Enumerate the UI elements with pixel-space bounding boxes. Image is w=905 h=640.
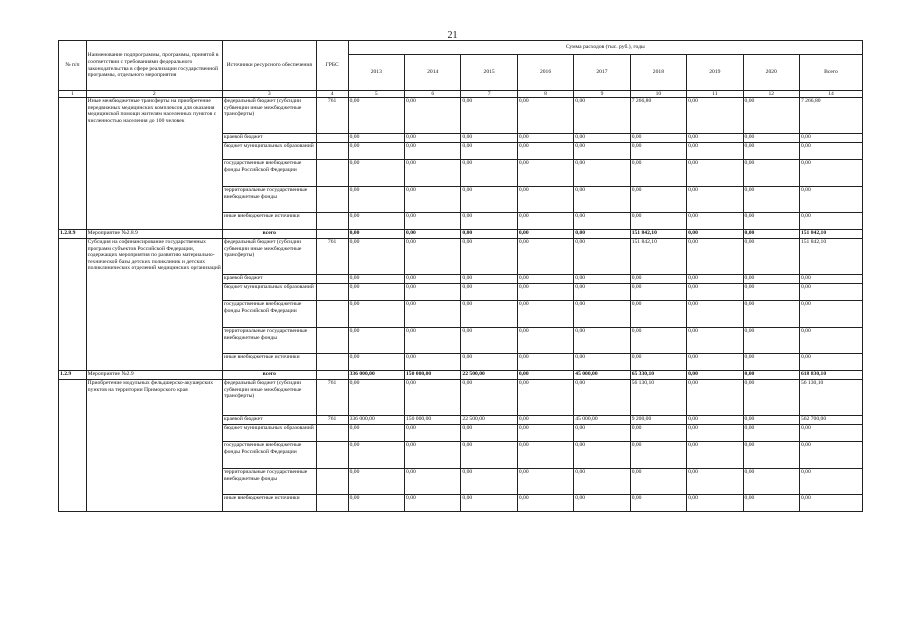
funding-source: федеральный бюджет (субсидии субвенции иные межбюджетные трансферты) [222, 98, 316, 134]
row-number: 1.2.8.9 [59, 230, 87, 239]
funding-source: иные внебюджетные источники [222, 213, 316, 230]
amount-cell: 0,00 [574, 442, 630, 469]
grbs-code [316, 328, 348, 354]
amount-cell: 0,00 [517, 160, 573, 187]
row-name: Мероприятие №2.9 [86, 371, 222, 380]
amount-cell: 150 000,00 [405, 416, 461, 425]
amount-cell: 0,00 [799, 328, 862, 354]
amount-cell: 0,00 [687, 416, 743, 425]
header-year: Всего [799, 55, 862, 91]
amount-cell: 0,00 [348, 160, 404, 187]
amount-cell: 0,00 [574, 275, 630, 284]
amount-cell: 0,00 [574, 230, 630, 239]
amount-cell: 0,00 [743, 354, 799, 371]
amount-cell: 0,00 [348, 442, 404, 469]
amount-cell: 0,00 [517, 239, 573, 275]
amount-cell: 45 000,00 [574, 416, 630, 425]
amount-cell: 0,00 [799, 495, 862, 512]
amount-cell: 0,00 [348, 213, 404, 230]
amount-cell: 0,00 [348, 143, 404, 160]
amount-cell: 0,00 [630, 275, 686, 284]
amount-cell: 22 500,00 [461, 416, 517, 425]
amount-cell: 0,00 [687, 187, 743, 213]
funding-source: всего [222, 230, 316, 239]
amount-cell: 0,00 [405, 469, 461, 495]
amount-cell: 0,00 [405, 230, 461, 239]
amount-cell: 0,00 [630, 134, 686, 143]
amount-cell: 0,00 [743, 425, 799, 442]
amount-cell: 0,00 [517, 134, 573, 143]
amount-cell: 0,00 [517, 442, 573, 469]
header-grbs: ГРБС [316, 41, 348, 91]
amount-cell: 0,00 [743, 275, 799, 284]
amount-cell: 0,00 [687, 160, 743, 187]
amount-cell: 0,00 [743, 98, 799, 134]
amount-cell: 0,00 [574, 143, 630, 160]
amount-cell: 0,00 [799, 301, 862, 328]
amount-cell: 336 000,00 [348, 371, 404, 380]
funding-source: государственные внебюджетные фонды Российской Федерации [222, 442, 316, 469]
amount-cell: 0,00 [405, 328, 461, 354]
amount-cell: 0,00 [405, 134, 461, 143]
funding-source: территориальные государственные внебюджетные фонды [222, 187, 316, 213]
amount-cell: 0,00 [630, 469, 686, 495]
amount-cell: 0,00 [348, 469, 404, 495]
amount-cell: 45 000,00 [574, 371, 630, 380]
grbs-code: 761 [316, 416, 348, 425]
amount-cell: 0,00 [517, 98, 573, 134]
amount-cell: 0,00 [630, 354, 686, 371]
amount-cell: 0,00 [743, 213, 799, 230]
grbs-code [316, 275, 348, 284]
funding-source: бюджет муниципальных образований [222, 143, 316, 160]
amount-cell: 0,00 [574, 380, 630, 416]
amount-cell: 0,00 [348, 230, 404, 239]
header-sum: Сумма расходов (тыс. руб.), годы [348, 41, 862, 55]
amount-cell: 0,00 [687, 239, 743, 275]
amount-cell: 0,00 [517, 354, 573, 371]
amount-cell: 0,00 [348, 425, 404, 442]
funding-source: краевой бюджет [222, 416, 316, 425]
amount-cell: 0,00 [461, 469, 517, 495]
column-number: 4 [316, 91, 348, 98]
row-name: Иные межбюджетные трансферты на приобретение передвижных медицинских комплексов для оказания медицинской помощи жителям населенных пунктов с численностью населения до 100 человек [86, 98, 222, 230]
amount-cell: 0,00 [405, 98, 461, 134]
amount-cell: 0,00 [461, 98, 517, 134]
amount-cell: 0,00 [687, 143, 743, 160]
grbs-code: 761 [316, 380, 348, 416]
row-number [59, 380, 87, 512]
funding-source: бюджет муниципальных образований [222, 284, 316, 301]
amount-cell: 0,00 [630, 301, 686, 328]
header-year: 2019 [687, 55, 743, 91]
amount-cell: 0,00 [687, 425, 743, 442]
amount-cell: 0,00 [461, 328, 517, 354]
column-number: 5 [348, 91, 404, 98]
funding-source: государственные внебюджетные фонды Российской Федерации [222, 160, 316, 187]
page-number: 21 [447, 30, 458, 41]
funding-source: федеральный бюджет (субсидии субвенции иные межбюджетные трансферты) [222, 380, 316, 416]
amount-cell: 0,00 [574, 328, 630, 354]
amount-cell: 0,00 [348, 301, 404, 328]
amount-cell: 0,00 [517, 495, 573, 512]
funding-source: всего [222, 371, 316, 380]
header-name: Наименование подпрограммы, программы, принятой в соответствии с требованиями федерального законодательства в сфере реализации государственной программы, отдельного мероприятия [86, 41, 222, 91]
table-row [59, 239, 863, 275]
grbs-code [316, 230, 348, 239]
amount-cell: 0,00 [348, 328, 404, 354]
column-number: 6 [405, 91, 461, 98]
amount-cell: 0,00 [574, 301, 630, 328]
funding-source: бюджет муниципальных образований [222, 425, 316, 442]
amount-cell: 0,00 [743, 328, 799, 354]
amount-cell: 7 266,80 [630, 98, 686, 134]
row-name: Мероприятие №2.8.9 [86, 230, 222, 239]
amount-cell: 0,00 [743, 239, 799, 275]
amount-cell: 0,00 [461, 160, 517, 187]
header-year: 2017 [574, 55, 630, 91]
amount-cell: 0,00 [687, 301, 743, 328]
amount-cell: 0,00 [799, 143, 862, 160]
amount-cell: 0,00 [405, 239, 461, 275]
amount-cell: 562 700,00 [799, 416, 862, 425]
table-row-total [59, 371, 863, 380]
amount-cell: 0,00 [461, 275, 517, 284]
column-number: 14 [799, 91, 862, 98]
table-row [59, 380, 863, 416]
amount-cell: 0,00 [574, 213, 630, 230]
row-number: 1.2.9 [59, 371, 87, 380]
amount-cell: 0,00 [630, 442, 686, 469]
amount-cell: 0,00 [743, 134, 799, 143]
amount-cell: 0,00 [687, 275, 743, 284]
amount-cell: 0,00 [517, 425, 573, 442]
amount-cell: 0,00 [517, 275, 573, 284]
amount-cell: 0,00 [517, 328, 573, 354]
amount-cell: 0,00 [743, 469, 799, 495]
amount-cell: 0,00 [574, 98, 630, 134]
amount-cell: 0,00 [405, 284, 461, 301]
grbs-code [316, 371, 348, 380]
amount-cell: 0,00 [743, 284, 799, 301]
funding-source: федеральный бюджет (субсидии субвенции иные межбюджетные трансферты) [222, 239, 316, 275]
column-number: 7 [461, 91, 517, 98]
amount-cell: 0,00 [405, 143, 461, 160]
amount-cell: 0,00 [348, 275, 404, 284]
funding-source: территориальные государственные внебюджетные фонды [222, 469, 316, 495]
column-number: 9 [574, 91, 630, 98]
amount-cell: 0,00 [405, 495, 461, 512]
amount-cell: 0,00 [743, 143, 799, 160]
grbs-code [316, 213, 348, 230]
grbs-code [316, 354, 348, 371]
amount-cell: 0,00 [687, 354, 743, 371]
amount-cell: 0,00 [630, 425, 686, 442]
amount-cell: 151 842,10 [799, 230, 862, 239]
amount-cell: 0,00 [461, 425, 517, 442]
funding-source: государственные внебюджетные фонды Российской Федерации [222, 301, 316, 328]
amount-cell: 0,00 [405, 275, 461, 284]
amount-cell: 151 842,10 [630, 239, 686, 275]
amount-cell: 7 266,80 [799, 98, 862, 134]
amount-cell: 0,00 [687, 469, 743, 495]
amount-cell: 0,00 [687, 495, 743, 512]
amount-cell: 0,00 [799, 442, 862, 469]
amount-cell: 0,00 [405, 160, 461, 187]
amount-cell: 22 500,00 [461, 371, 517, 380]
grbs-code [316, 301, 348, 328]
amount-cell: 0,00 [517, 230, 573, 239]
amount-cell: 0,00 [517, 284, 573, 301]
grbs-code: 761 [316, 98, 348, 134]
amount-cell: 0,00 [687, 380, 743, 416]
amount-cell: 151 842,10 [630, 230, 686, 239]
grbs-code [316, 143, 348, 160]
amount-cell: 0,00 [687, 442, 743, 469]
table-row-total [59, 230, 863, 239]
amount-cell: 0,00 [348, 380, 404, 416]
amount-cell: 0,00 [799, 213, 862, 230]
amount-cell: 0,00 [574, 187, 630, 213]
grbs-code [316, 469, 348, 495]
amount-cell: 0,00 [461, 284, 517, 301]
amount-cell: 0,00 [461, 230, 517, 239]
amount-cell: 0,00 [574, 354, 630, 371]
amount-cell: 0,00 [405, 354, 461, 371]
header-year: 2018 [630, 55, 686, 91]
amount-cell: 0,00 [799, 187, 862, 213]
amount-cell: 9 200,00 [630, 416, 686, 425]
amount-cell: 0,00 [517, 213, 573, 230]
table-row [59, 98, 863, 134]
funding-source: краевой бюджет [222, 134, 316, 143]
amount-cell: 0,00 [630, 160, 686, 187]
funding-source: иные внебюджетные источники [222, 354, 316, 371]
amount-cell: 0,00 [348, 284, 404, 301]
amount-cell: 618 830,10 [799, 371, 862, 380]
amount-cell: 0,00 [743, 495, 799, 512]
amount-cell: 0,00 [799, 134, 862, 143]
column-number: 10 [630, 91, 686, 98]
amount-cell: 0,00 [574, 425, 630, 442]
amount-cell: 336 000,00 [348, 416, 404, 425]
amount-cell: 0,00 [687, 371, 743, 380]
amount-cell: 56 130,10 [630, 380, 686, 416]
header-year: 2013 [348, 55, 404, 91]
header-source: Источники ресурсного обеспечения [222, 41, 316, 91]
amount-cell: 0,00 [405, 213, 461, 230]
amount-cell: 0,00 [687, 213, 743, 230]
amount-cell: 0,00 [405, 187, 461, 213]
amount-cell: 0,00 [574, 284, 630, 301]
row-number [59, 239, 87, 371]
amount-cell: 0,00 [348, 495, 404, 512]
amount-cell: 0,00 [574, 134, 630, 143]
amount-cell: 0,00 [461, 495, 517, 512]
amount-cell: 0,00 [743, 442, 799, 469]
amount-cell: 0,00 [630, 213, 686, 230]
grbs-code [316, 495, 348, 512]
amount-cell: 0,00 [517, 380, 573, 416]
amount-cell: 0,00 [743, 187, 799, 213]
amount-cell: 0,00 [348, 354, 404, 371]
amount-cell: 0,00 [630, 143, 686, 160]
amount-cell: 0,00 [461, 380, 517, 416]
grbs-code [316, 284, 348, 301]
grbs-code: 761 [316, 239, 348, 275]
amount-cell: 0,00 [630, 187, 686, 213]
amount-cell: 0,00 [743, 416, 799, 425]
column-number: 8 [517, 91, 573, 98]
amount-cell: 0,00 [517, 371, 573, 380]
funding-source: территориальные государственные внебюджетные фонды [222, 328, 316, 354]
amount-cell: 0,00 [574, 469, 630, 495]
amount-cell: 0,00 [743, 230, 799, 239]
amount-cell: 0,00 [461, 187, 517, 213]
amount-cell: 0,00 [799, 354, 862, 371]
amount-cell: 0,00 [743, 301, 799, 328]
amount-cell: 0,00 [405, 301, 461, 328]
funding-source: иные внебюджетные источники [222, 495, 316, 512]
amount-cell: 0,00 [348, 98, 404, 134]
amount-cell: 0,00 [687, 328, 743, 354]
grbs-code [316, 134, 348, 143]
column-number: 2 [86, 91, 222, 98]
amount-cell: 0,00 [461, 301, 517, 328]
column-number: 12 [743, 91, 799, 98]
amount-cell: 0,00 [461, 354, 517, 371]
row-description: Приобретение модульных фельдшерско-акушерских пунктов на территории Приморского края [86, 380, 222, 512]
amount-cell: 0,00 [687, 230, 743, 239]
amount-cell: 151 842,10 [799, 239, 862, 275]
amount-cell: 0,00 [743, 160, 799, 187]
amount-cell: 0,00 [687, 284, 743, 301]
funding-source: краевой бюджет [222, 275, 316, 284]
amount-cell: 0,00 [799, 160, 862, 187]
amount-cell: 0,00 [461, 143, 517, 160]
amount-cell: 0,00 [348, 187, 404, 213]
column-number: 3 [222, 91, 316, 98]
amount-cell: 0,00 [348, 239, 404, 275]
grbs-code [316, 160, 348, 187]
amount-cell: 0,00 [630, 284, 686, 301]
grbs-code [316, 442, 348, 469]
amount-cell: 0,00 [799, 284, 862, 301]
amount-cell: 65 330,10 [630, 371, 686, 380]
budget-table [58, 40, 863, 512]
amount-cell: 0,00 [799, 275, 862, 284]
amount-cell: 0,00 [405, 442, 461, 469]
grbs-code [316, 187, 348, 213]
amount-cell: 0,00 [743, 380, 799, 416]
amount-cell: 0,00 [574, 239, 630, 275]
amount-cell: 0,00 [517, 416, 573, 425]
header-year: 2014 [405, 55, 461, 91]
amount-cell: 0,00 [405, 425, 461, 442]
header-year: 2020 [743, 55, 799, 91]
amount-cell: 0,00 [348, 134, 404, 143]
header-year: 2016 [517, 55, 573, 91]
header-num: № п/п [59, 41, 87, 91]
amount-cell: 0,00 [405, 380, 461, 416]
amount-cell: 0,00 [687, 98, 743, 134]
amount-cell: 0,00 [461, 442, 517, 469]
amount-cell: 0,00 [743, 371, 799, 380]
amount-cell: 0,00 [799, 469, 862, 495]
row-number [59, 98, 87, 230]
grbs-code [316, 425, 348, 442]
amount-cell: 0,00 [574, 160, 630, 187]
amount-cell: 0,00 [517, 187, 573, 213]
amount-cell: 150 000,00 [405, 371, 461, 380]
amount-cell: 0,00 [517, 301, 573, 328]
amount-cell: 0,00 [461, 213, 517, 230]
header-year: 2015 [461, 55, 517, 91]
column-number: 11 [687, 91, 743, 98]
amount-cell: 0,00 [461, 239, 517, 275]
amount-cell: 56 130,10 [799, 380, 862, 416]
amount-cell: 0,00 [630, 328, 686, 354]
column-number: 1 [59, 91, 87, 98]
amount-cell: 0,00 [574, 495, 630, 512]
amount-cell: 0,00 [687, 134, 743, 143]
amount-cell: 0,00 [517, 469, 573, 495]
amount-cell: 0,00 [461, 134, 517, 143]
amount-cell: 0,00 [517, 143, 573, 160]
amount-cell: 0,00 [799, 425, 862, 442]
row-description: Субсидия на софинансирование государственных программ субъектов Российской Федерации, содержащих мероприятия по развитию материально-технической базы детских поликлиник и детских поликлинических отделений медицинских организаций [86, 239, 222, 371]
amount-cell: 0,00 [630, 495, 686, 512]
